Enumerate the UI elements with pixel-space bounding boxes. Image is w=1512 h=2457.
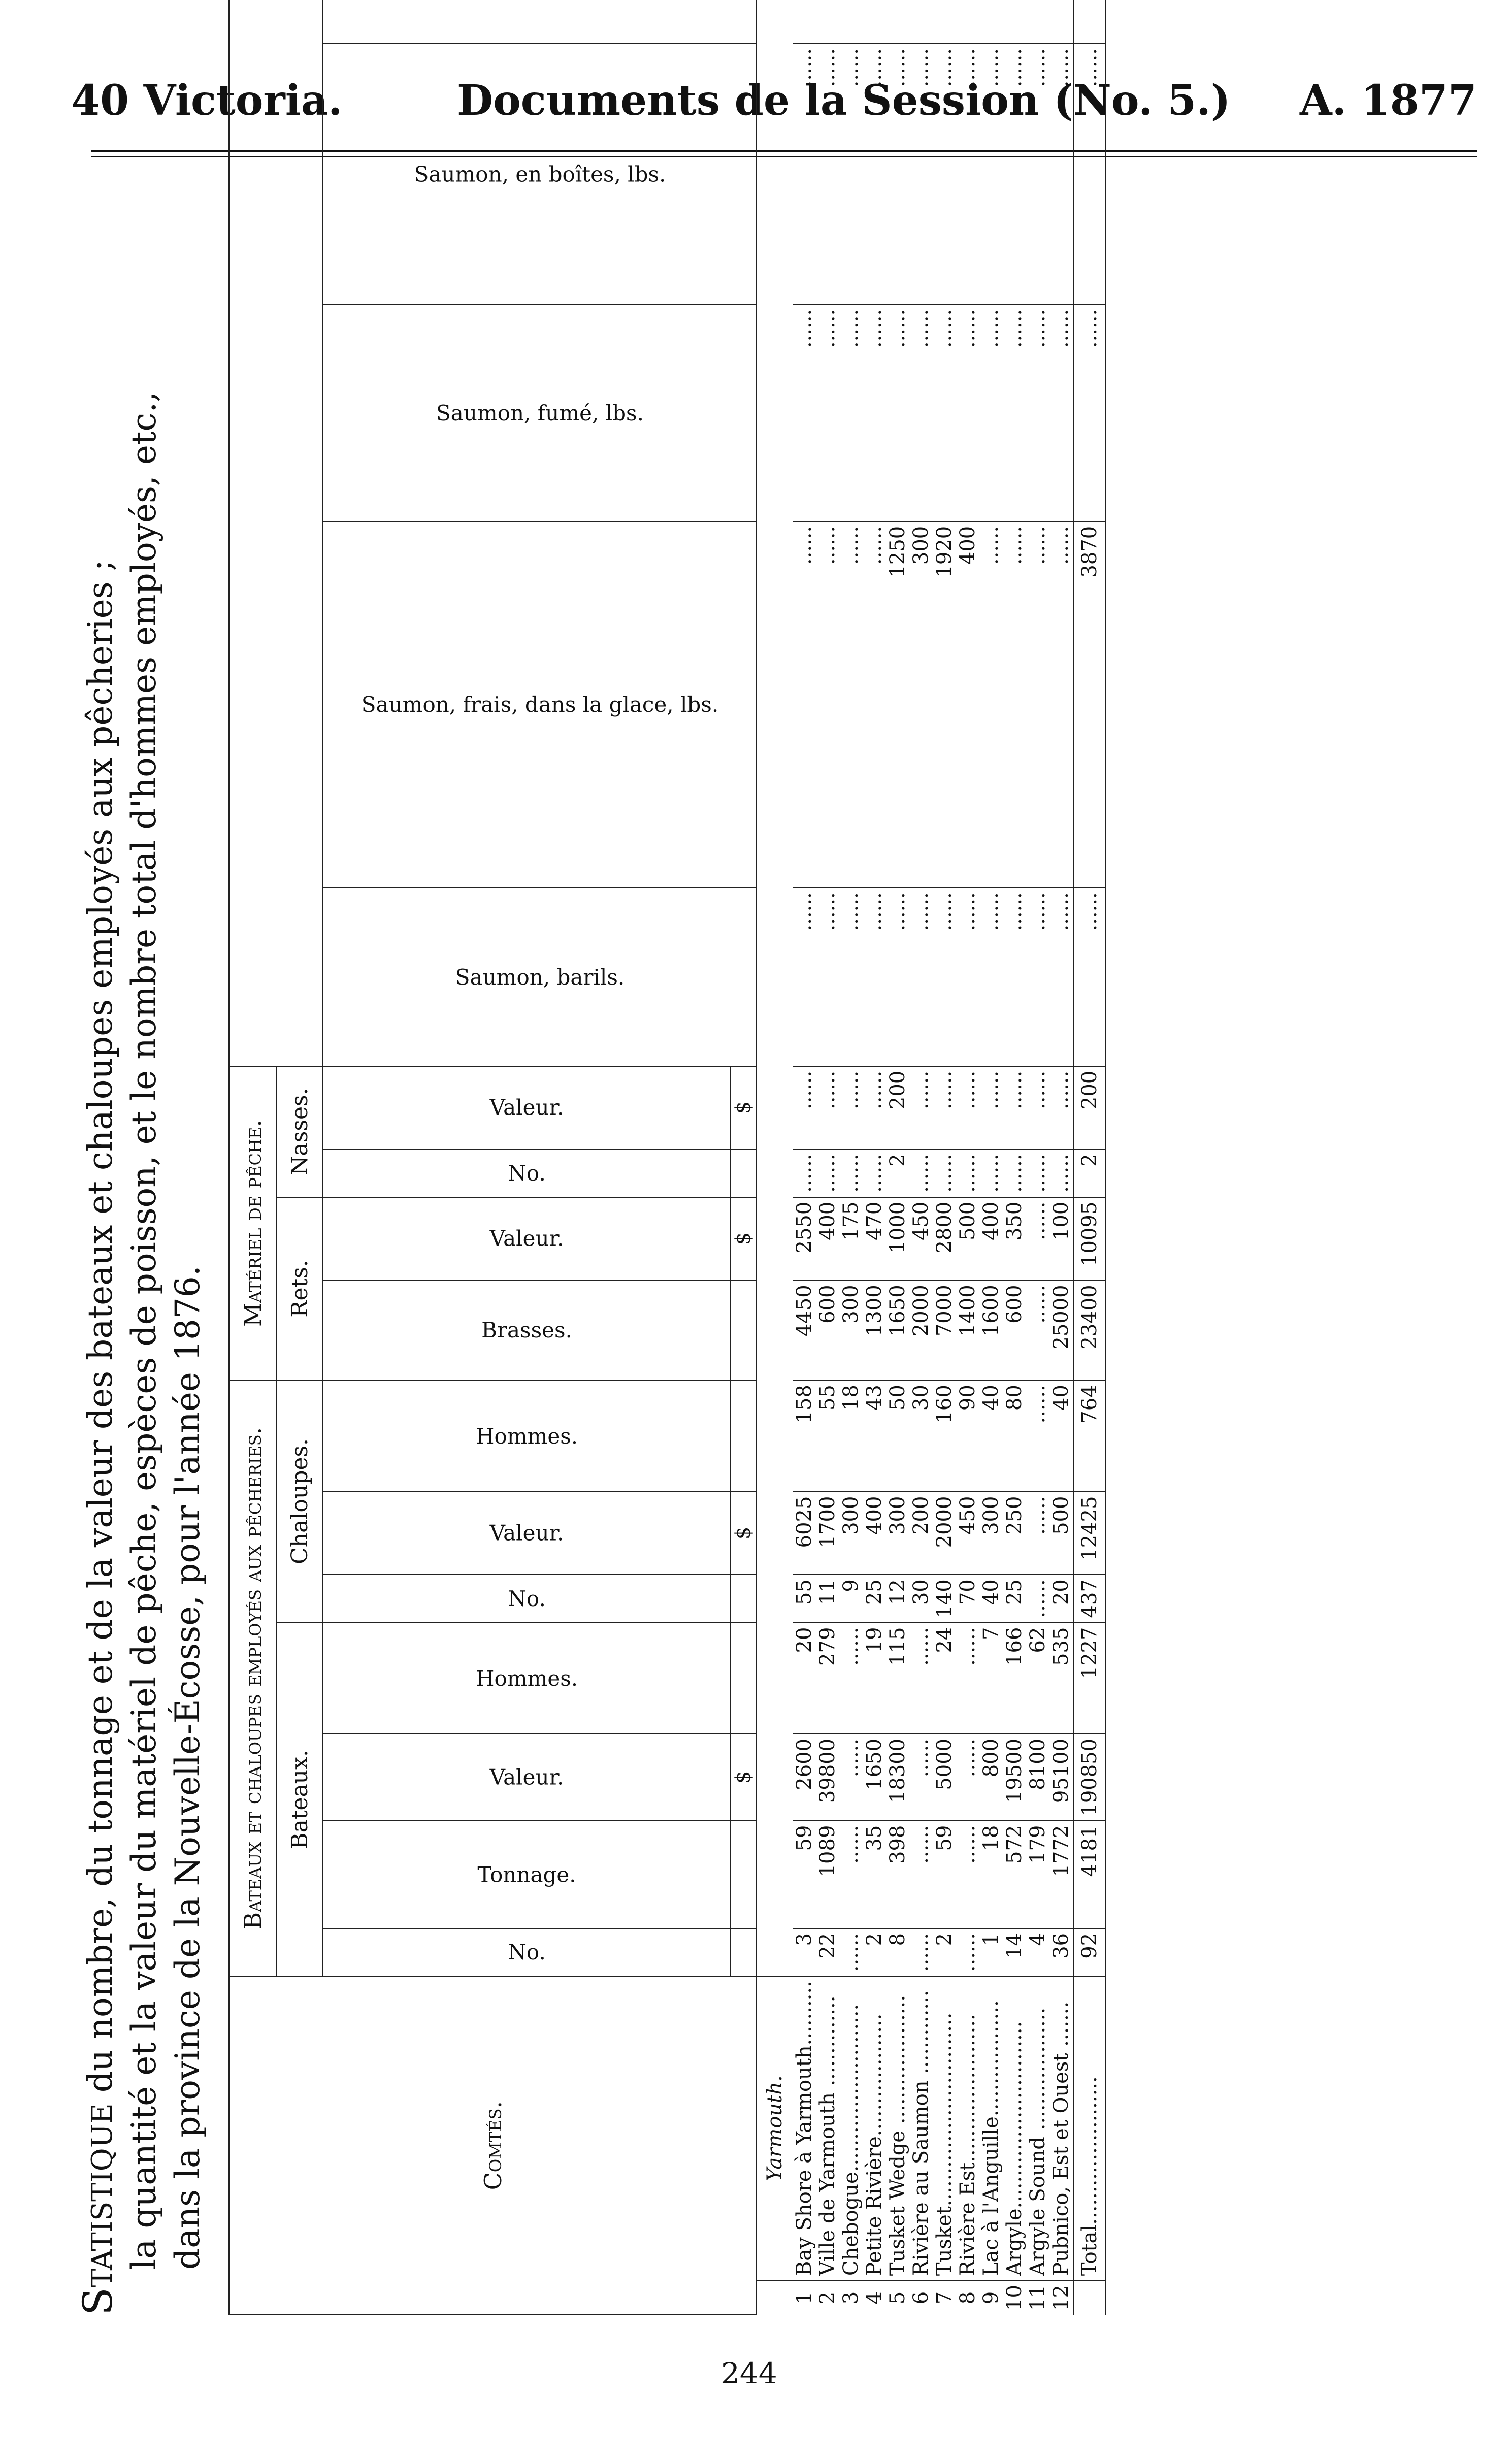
row-label: Lac à l'Anguille.................. xyxy=(979,1976,1003,2280)
table-cell: 200 xyxy=(909,1492,933,1575)
table-cell: ...... xyxy=(1003,1149,1026,1197)
col-b-tonnage: Tonnage. xyxy=(323,1821,730,1928)
table-cell: ...... xyxy=(1003,305,1026,521)
row-label: Ville de Yarmouth .............. xyxy=(816,1976,839,2280)
table-row xyxy=(933,0,956,2315)
table-row xyxy=(863,0,886,2315)
table-row xyxy=(1026,0,1049,2315)
fisheries-table xyxy=(228,0,1106,2315)
table-cell: ...... xyxy=(909,1066,933,1150)
table-cell: 12 xyxy=(886,1575,909,1622)
col-maquereau-barils xyxy=(323,0,757,44)
table-cell: 10095 xyxy=(1074,1197,1106,1281)
col-b-hommes: Hommes. xyxy=(323,1623,730,1734)
table-cell: 179 xyxy=(1026,1821,1049,1928)
table-cell: 1227 xyxy=(1074,1623,1106,1734)
table-cell: 166 xyxy=(1003,1623,1026,1734)
table-cell: 43 xyxy=(863,1380,886,1491)
table-cell: ...... xyxy=(839,1623,863,1734)
table-cell: 450 xyxy=(956,1492,979,1575)
table-cell: ...... xyxy=(933,1066,956,1150)
table-cell: 12425 xyxy=(1074,1492,1106,1575)
table-cell: 8100 xyxy=(1026,1734,1049,1821)
table-cell: ...... xyxy=(1074,888,1106,1066)
header-left: 40 Victoria. xyxy=(71,76,343,125)
table-cell: ...... xyxy=(1003,888,1026,1066)
table-row xyxy=(1074,0,1106,2315)
table-cell xyxy=(1074,0,1106,44)
header-bateaux: Bateaux. xyxy=(276,1623,323,1977)
cur-c-valeur: $ xyxy=(730,1492,757,1575)
cur-b-valeur: $ xyxy=(730,1734,757,1821)
table-cell: ...... xyxy=(1074,305,1106,521)
table-row xyxy=(1049,0,1074,2315)
table-row xyxy=(1003,0,1026,2315)
col-n-no: No. xyxy=(323,1149,730,1197)
title-line-3: dans la province de la Nouvelle-Écosse, pour l'année 1876. xyxy=(168,1265,207,2270)
table-cell: 1920 xyxy=(933,521,956,888)
table-cell: 2600 xyxy=(793,1734,816,1821)
table-cell: ...... xyxy=(839,1821,863,1928)
table-cell: 35 xyxy=(863,1821,886,1928)
table-cell: 800 xyxy=(979,1734,1003,1821)
table-cell: ...... xyxy=(956,1623,979,1734)
table-cell: ...... xyxy=(1074,44,1106,305)
table-cell: ...... xyxy=(909,1623,933,1734)
table-cell xyxy=(1049,0,1074,44)
table-cell: ...... xyxy=(1049,1149,1074,1197)
table-cell: ...... xyxy=(816,1066,839,1150)
table-cell: 80 xyxy=(1003,1380,1026,1491)
cur-r-valeur: $ xyxy=(730,1197,757,1281)
table-cell: 300 xyxy=(909,521,933,888)
table-cell: ...... xyxy=(956,1928,979,1976)
row-number: 11 xyxy=(1026,2280,1049,2315)
col-saumon-boites: Saumon, en boîtes, lbs. xyxy=(323,44,757,305)
table-cell: ...... xyxy=(863,1149,886,1197)
table-cell: 300 xyxy=(839,1492,863,1575)
table-cell: ...... xyxy=(909,1149,933,1197)
table-cell: 158 xyxy=(793,1380,816,1491)
table-cell: ...... xyxy=(1049,521,1074,888)
table-cell: 59 xyxy=(793,1821,816,1928)
table-cell: ...... xyxy=(933,888,956,1066)
table-cell: 2000 xyxy=(909,1280,933,1380)
table-cell: 1250 xyxy=(886,521,909,888)
table-cell: 500 xyxy=(1049,1492,1074,1575)
table-cell: 764 xyxy=(1074,1380,1106,1491)
table-cell: 600 xyxy=(1003,1280,1026,1380)
table-cell: 92 xyxy=(1074,1928,1106,1976)
table-cell: ...... xyxy=(1026,305,1049,521)
table-cell: 4 xyxy=(1026,1928,1049,1976)
county-spacer xyxy=(757,2280,793,2315)
county-row-spacer xyxy=(757,0,793,1976)
table-cell: ...... xyxy=(909,1734,933,1821)
table-cell: ...... xyxy=(979,1149,1003,1197)
table-cell: 70 xyxy=(956,1575,979,1622)
row-number: 4 xyxy=(863,2280,886,2315)
table-cell: 36 xyxy=(1049,1928,1074,1976)
table-cell: ...... xyxy=(793,521,816,888)
table-cell: ...... xyxy=(1026,888,1049,1066)
table-cell: ...... xyxy=(1026,521,1049,888)
table-cell: 400 xyxy=(956,521,979,888)
table-cell: 3870 xyxy=(1074,521,1106,888)
header-rets: Rets. xyxy=(276,1197,323,1381)
table-cell: ...... xyxy=(863,44,886,305)
table-cell: ...... xyxy=(1003,44,1026,305)
table-cell: ...... xyxy=(816,1149,839,1197)
table-cell: 600 xyxy=(816,1280,839,1380)
table-cell xyxy=(816,0,839,44)
row-label: Tusket Wedge .................... xyxy=(886,1976,909,2280)
table-cell: 24 xyxy=(933,1623,956,1734)
table-cell: 400 xyxy=(979,1197,1003,1281)
table-cell: 23400 xyxy=(1074,1280,1106,1380)
table-cell: 450 xyxy=(909,1197,933,1281)
table-cell: 279 xyxy=(816,1623,839,1734)
table-row xyxy=(886,0,909,2315)
table-cell: 140 xyxy=(933,1575,956,1622)
table-cell: ...... xyxy=(956,44,979,305)
row-label: Argyle Sound ................... xyxy=(1026,1976,1049,2280)
table-cell: ...... xyxy=(1049,305,1074,521)
table-cell: 39800 xyxy=(816,1734,839,1821)
row-number: 8 xyxy=(956,2280,979,2315)
row-number: 2 xyxy=(816,2280,839,2315)
row-number: 1 xyxy=(793,2280,816,2315)
table-cell: 62 xyxy=(1026,1623,1049,1734)
table-cell: 1089 xyxy=(816,1821,839,1928)
table-cell: 1300 xyxy=(863,1280,886,1380)
table-cell: 19 xyxy=(863,1623,886,1734)
table-cell xyxy=(933,0,956,44)
cur-b-hommes xyxy=(730,1623,757,1734)
table-cell: 190850 xyxy=(1074,1734,1106,1821)
row-number: 6 xyxy=(909,2280,933,2315)
table-cell: 300 xyxy=(979,1492,1003,1575)
table-cell: 25000 xyxy=(1049,1280,1074,1380)
table-cell: 1650 xyxy=(863,1734,886,1821)
table-cell: ...... xyxy=(839,888,863,1066)
table-cell: ...... xyxy=(886,305,909,521)
table-cell: ...... xyxy=(1049,44,1074,305)
table-cell: ...... xyxy=(793,44,816,305)
table-cell: 95100 xyxy=(1049,1734,1074,1821)
table-cell: ...... xyxy=(839,1149,863,1197)
table-cell: ...... xyxy=(1026,1280,1049,1380)
table-cell xyxy=(793,0,816,44)
table-cell: 500 xyxy=(956,1197,979,1281)
county-name: Yarmouth. xyxy=(757,1976,793,2280)
table-cell: ...... xyxy=(816,521,839,888)
table-cell: ...... xyxy=(839,521,863,888)
table-cell: 5000 xyxy=(933,1734,956,1821)
table-cell: 11 xyxy=(816,1575,839,1622)
table-cell: 14 xyxy=(1003,1928,1026,1976)
table-cell: ...... xyxy=(816,44,839,305)
table-cell xyxy=(886,0,909,44)
table-title xyxy=(76,183,210,2315)
table-cell: ...... xyxy=(839,1734,863,1821)
table-cell: ...... xyxy=(793,1066,816,1150)
table-cell: ...... xyxy=(933,1149,956,1197)
table-cell: ...... xyxy=(1026,1492,1049,1575)
table-cell: 400 xyxy=(863,1492,886,1575)
table-cell: 7 xyxy=(979,1623,1003,1734)
table-row xyxy=(793,0,816,2315)
table-cell: 1 xyxy=(979,1928,1003,1976)
table-cell: ...... xyxy=(1026,44,1049,305)
table-cell: ...... xyxy=(793,1149,816,1197)
table-cell: 90 xyxy=(956,1380,979,1491)
table-cell: 18 xyxy=(839,1380,863,1491)
header-comtes: Comtés. xyxy=(229,1976,757,2315)
table-cell: 350 xyxy=(1003,1197,1026,1281)
cur-c-no xyxy=(730,1575,757,1622)
table-cell: 1400 xyxy=(956,1280,979,1380)
cur-n-no xyxy=(730,1149,757,1197)
row-label: Pubnico, Est et Ouest ....... xyxy=(1049,1976,1074,2280)
col-r-valeur: Valeur. xyxy=(323,1197,730,1281)
table-cell: 40 xyxy=(1049,1380,1074,1491)
table-cell: ...... xyxy=(816,888,839,1066)
table-cell: ...... xyxy=(863,1066,886,1150)
row-label: Total....................... xyxy=(1074,1976,1106,2280)
table-cell: 1772 xyxy=(1049,1821,1074,1928)
table-row xyxy=(979,0,1003,2315)
row-number: 12 xyxy=(1049,2280,1074,2315)
table-cell xyxy=(1026,0,1049,44)
row-label: Rivière Est....................... xyxy=(956,1976,979,2280)
col-n-valeur: Valeur. xyxy=(323,1066,730,1150)
table-cell: ...... xyxy=(933,44,956,305)
table-cell xyxy=(839,0,863,44)
table-cell: 8 xyxy=(886,1928,909,1976)
table-cell: 20 xyxy=(793,1623,816,1734)
table-cell: 3 xyxy=(793,1928,816,1976)
table-cell: ...... xyxy=(979,44,1003,305)
table-cell: 1600 xyxy=(979,1280,1003,1380)
table-cell: ...... xyxy=(1026,1197,1049,1281)
row-number: 7 xyxy=(933,2280,956,2315)
row-label: Rivière au Saumon ............. xyxy=(909,1976,933,2280)
table-body xyxy=(757,0,1106,2315)
col-saumon-fume: Saumon, fumé, lbs. xyxy=(323,305,757,521)
row-label: Petite Rivière................... xyxy=(863,1976,886,2280)
table-cell: 437 xyxy=(1074,1575,1106,1622)
header-right: A. 1877 xyxy=(1300,76,1477,125)
col-b-valeur: Valeur. xyxy=(323,1734,730,1821)
table-cell: 2800 xyxy=(933,1197,956,1281)
table-cell: ...... xyxy=(979,888,1003,1066)
table-cell: 40 xyxy=(979,1380,1003,1491)
table-cell xyxy=(1003,0,1026,44)
row-number: 3 xyxy=(839,2280,863,2315)
col-r-brasses: Brasses. xyxy=(323,1280,730,1380)
table-cell: ...... xyxy=(863,305,886,521)
table-cell: ...... xyxy=(956,1066,979,1150)
table-cell: ...... xyxy=(863,521,886,888)
row-label: Bay Shore à Yarmouth.......... xyxy=(793,1976,816,2280)
table-cell: ...... xyxy=(839,1928,863,1976)
table-cell: 25 xyxy=(863,1575,886,1622)
header-chaloupes: Chaloupes. xyxy=(276,1380,323,1622)
table-cell: 1700 xyxy=(816,1492,839,1575)
table-cell: 59 xyxy=(933,1821,956,1928)
table-cell: ...... xyxy=(956,1821,979,1928)
table-cell: ...... xyxy=(1026,1575,1049,1622)
col-c-no: No. xyxy=(323,1575,730,1622)
table-cell: 40 xyxy=(979,1575,1003,1622)
table-cell: 398 xyxy=(886,1821,909,1928)
table-cell: ...... xyxy=(863,888,886,1066)
table-cell xyxy=(979,0,1003,44)
header-materiel: Matériel de pêche. xyxy=(229,1066,277,1381)
table-row xyxy=(816,0,839,2315)
table-cell: 30 xyxy=(909,1575,933,1622)
title-line-1: du nombre, du tonnage et de la valeur des bateaux et chaloupes employés aux pêcheries ; xyxy=(81,560,120,2093)
col-c-hommes: Hommes. xyxy=(323,1380,730,1491)
table-cell: 2 xyxy=(1074,1149,1106,1197)
table-cell: ...... xyxy=(933,305,956,521)
title-line-2: la quantité et la valeur du matériel de pêche, espèces de poisson, et le nombre total d'hommes employés, etc., xyxy=(124,391,163,2270)
table-cell: ...... xyxy=(979,305,1003,521)
table-cell xyxy=(909,0,933,44)
header-especes xyxy=(229,0,323,1066)
table-cell: ...... xyxy=(909,44,933,305)
table-cell: 2 xyxy=(933,1928,956,1976)
row-number xyxy=(1074,2280,1106,2315)
table-cell: 22 xyxy=(816,1928,839,1976)
table-cell: ...... xyxy=(1003,1066,1026,1150)
table-cell: ...... xyxy=(839,305,863,521)
table-cell: 55 xyxy=(816,1380,839,1491)
table-cell: 2000 xyxy=(933,1492,956,1575)
row-number: 10 xyxy=(1003,2280,1026,2315)
table-cell: ...... xyxy=(909,1821,933,1928)
table-cell: ...... xyxy=(1003,521,1026,888)
table-cell xyxy=(863,0,886,44)
row-number: 5 xyxy=(886,2280,909,2315)
table-cell: 160 xyxy=(933,1380,956,1491)
table-cell: 400 xyxy=(816,1197,839,1281)
row-number: 9 xyxy=(979,2280,1003,2315)
table-cell: ...... xyxy=(1026,1149,1049,1197)
page-number: 244 xyxy=(721,2356,777,2390)
table-cell: ...... xyxy=(793,888,816,1066)
table-cell: 18 xyxy=(979,1821,1003,1928)
table-cell: 2550 xyxy=(793,1197,816,1281)
table-cell: 200 xyxy=(886,1066,909,1150)
table-cell: ...... xyxy=(1026,1066,1049,1150)
header-nasses: Nasses. xyxy=(276,1066,323,1197)
table-cell: 250 xyxy=(1003,1492,1026,1575)
table-cell: 4450 xyxy=(793,1280,816,1380)
table-cell: 115 xyxy=(886,1623,909,1734)
title-lead: Statistique xyxy=(74,2103,121,2315)
table-cell: 19500 xyxy=(1003,1734,1026,1821)
table-row xyxy=(956,0,979,2315)
table-cell: 9 xyxy=(839,1575,863,1622)
table-cell: ...... xyxy=(816,305,839,521)
table-cell: 2 xyxy=(863,1928,886,1976)
table-cell: ...... xyxy=(979,521,1003,888)
row-label: Argyle............................. xyxy=(1003,1976,1026,2280)
row-label: Tusket.............................. xyxy=(933,1976,956,2280)
cur-c-hommes xyxy=(730,1380,757,1491)
table-cell: ...... xyxy=(909,305,933,521)
table-cell: 25 xyxy=(1003,1575,1026,1622)
table-cell: 100 xyxy=(1049,1197,1074,1281)
table-cell: 200 xyxy=(1074,1066,1106,1150)
table-cell: ...... xyxy=(956,888,979,1066)
cur-b-tonnage xyxy=(730,1821,757,1928)
col-c-valeur: Valeur. xyxy=(323,1492,730,1575)
table-row xyxy=(839,0,863,2315)
table-cell: 55 xyxy=(793,1575,816,1622)
table-cell: 6025 xyxy=(793,1492,816,1575)
cur-b-no xyxy=(730,1928,757,1976)
table-cell: 20 xyxy=(1049,1575,1074,1622)
table-cell: 18300 xyxy=(886,1734,909,1821)
table-cell: 7000 xyxy=(933,1280,956,1380)
table-cell xyxy=(956,0,979,44)
table-cell: ...... xyxy=(839,1066,863,1150)
cur-r-brasses xyxy=(730,1280,757,1380)
table-cell: 535 xyxy=(1049,1623,1074,1734)
col-saumon-frais: Saumon, frais, dans la glace, lbs. xyxy=(323,521,757,888)
table-cell: 1650 xyxy=(886,1280,909,1380)
table-cell: ...... xyxy=(956,1734,979,1821)
cur-n-valeur: $ xyxy=(730,1066,757,1150)
table-row xyxy=(909,0,933,2315)
table-cell: ...... xyxy=(909,1928,933,1976)
table-cell: 300 xyxy=(839,1280,863,1380)
col-saumon-barils: Saumon, barils. xyxy=(323,888,757,1066)
table-cell: ...... xyxy=(956,305,979,521)
table-cell: 50 xyxy=(886,1380,909,1491)
table-cell: ...... xyxy=(956,1149,979,1197)
col-b-no: No. xyxy=(323,1928,730,1976)
table-cell: 1000 xyxy=(886,1197,909,1281)
table-cell: ...... xyxy=(909,888,933,1066)
table-cell: 4181 xyxy=(1074,1821,1106,1928)
table-cell: 470 xyxy=(863,1197,886,1281)
table-cell: 175 xyxy=(839,1197,863,1281)
table-cell: ...... xyxy=(886,44,909,305)
table-cell: ...... xyxy=(839,44,863,305)
table-cell: 30 xyxy=(909,1380,933,1491)
table-cell: ...... xyxy=(1026,1380,1049,1491)
row-label: Chebogue.......................... xyxy=(839,1976,863,2280)
table-cell: ...... xyxy=(1049,1066,1074,1150)
table-cell: ...... xyxy=(979,1066,1003,1150)
table-cell: 300 xyxy=(886,1492,909,1575)
header-bateaux-chaloupes: Bateaux et chaloupes employés aux pêcheries. xyxy=(229,1380,277,1976)
table-cell: 2 xyxy=(886,1149,909,1197)
table-cell: ...... xyxy=(1049,888,1074,1066)
table-cell: ...... xyxy=(793,305,816,521)
table-cell: 572 xyxy=(1003,1821,1026,1928)
table-cell: ...... xyxy=(886,888,909,1066)
header-center: Documents de la Session (No. 5.) xyxy=(457,76,1231,125)
